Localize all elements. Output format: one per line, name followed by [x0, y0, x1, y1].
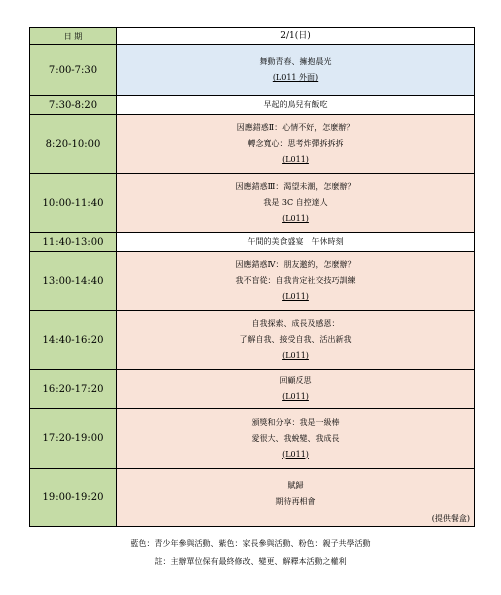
event-title: 舞動青春、擁抱晨光: [259, 57, 332, 66]
event-cell: [117, 174, 475, 233]
event-title: 因應錯惑Ⅳ：朋友邀約，怎麼辦？: [235, 260, 356, 269]
schedule-row: [30, 45, 475, 96]
time-cell: 7:30-8:20: [30, 96, 117, 115]
event-location: (L011): [282, 155, 309, 164]
event-location: (L011): [282, 392, 309, 401]
schedule-row: [30, 370, 475, 409]
event-subtitle: 我是 3C 自控達人: [263, 198, 328, 207]
event-cell: [117, 469, 475, 527]
event-subtitle: 我不盲從：自我肯定社交技巧訓練: [235, 276, 356, 285]
event-location: (L011): [282, 214, 309, 223]
date-column-header: 日 期: [30, 28, 117, 45]
schedule-row: [30, 115, 475, 174]
time-cell: 8:20-10:00: [30, 115, 117, 174]
event-title: 因應錯惑Ⅲ：渴望未潮，怎麼辦？: [235, 182, 356, 191]
schedule-row: [30, 174, 475, 233]
time-cell: 14:40-16:20: [30, 311, 117, 370]
schedule-table: [29, 27, 475, 527]
time-cell: 19:00-19:20: [30, 469, 117, 527]
event-cell: [117, 96, 475, 115]
color-legend: 藍色：青少年參與活動、紫色：家長參與活動、粉色：親子共學活動: [130, 539, 371, 548]
event-cell: [117, 370, 475, 409]
schedule-row: [30, 96, 475, 115]
event-location: (L011): [282, 292, 309, 301]
disclaimer: 註：主辦單位保有最終修改、變更、解釋本活動之權利: [154, 557, 347, 566]
event-subtitle: 期待再相會: [275, 496, 316, 506]
time-cell: 17:20-19:00: [30, 409, 117, 469]
event-location: (L011 外面): [272, 73, 319, 82]
event-cell: [117, 233, 475, 252]
event-cell: [117, 45, 475, 96]
time-cell: 10:00-11:40: [30, 174, 117, 233]
schedule-row: [30, 311, 475, 370]
event-cell: [117, 115, 475, 174]
event-subtitle: 愛很大、我蛻變、我成長: [251, 433, 340, 443]
event-cell: [117, 311, 475, 370]
event-cell: [117, 252, 475, 311]
event-title: 因應錯惑Ⅱ：心情不好，怎麼辦？: [236, 123, 355, 132]
event-location: (L011): [282, 449, 309, 459]
time-cell: 11:40-13:00: [30, 233, 117, 252]
event-subtitle: 了解自我、接受自我、活出新我: [239, 335, 352, 344]
event-title: 早起的鳥兒有飯吃: [263, 100, 328, 109]
schedule-row: [30, 233, 475, 252]
time-cell: 13:00-14:40: [30, 252, 117, 311]
event-title: 午間的美食盛宴 午休時刻: [247, 237, 344, 246]
event-cell: [117, 409, 475, 469]
schedule-row: [30, 469, 475, 527]
schedule-row: [30, 409, 475, 469]
event-title: 賦歸: [287, 480, 304, 490]
event-subtitle: 轉念寬心：思考炸彈拆拆拆: [247, 139, 344, 148]
event-title: 回顧反思: [279, 376, 312, 385]
meal-note: (提供餐盒): [431, 514, 470, 523]
event-location: (L011): [282, 351, 309, 360]
time-cell: 7:00-7:30: [30, 45, 117, 96]
event-title: 自我探索、成長及感恩：: [251, 319, 340, 328]
header-row: [30, 28, 475, 45]
event-title: 頒獎和分享：我是一級棒: [251, 417, 340, 427]
time-cell: 16:20-17:20: [30, 370, 117, 409]
schedule-row: [30, 252, 475, 311]
date-header: 2/1(日): [117, 28, 475, 45]
